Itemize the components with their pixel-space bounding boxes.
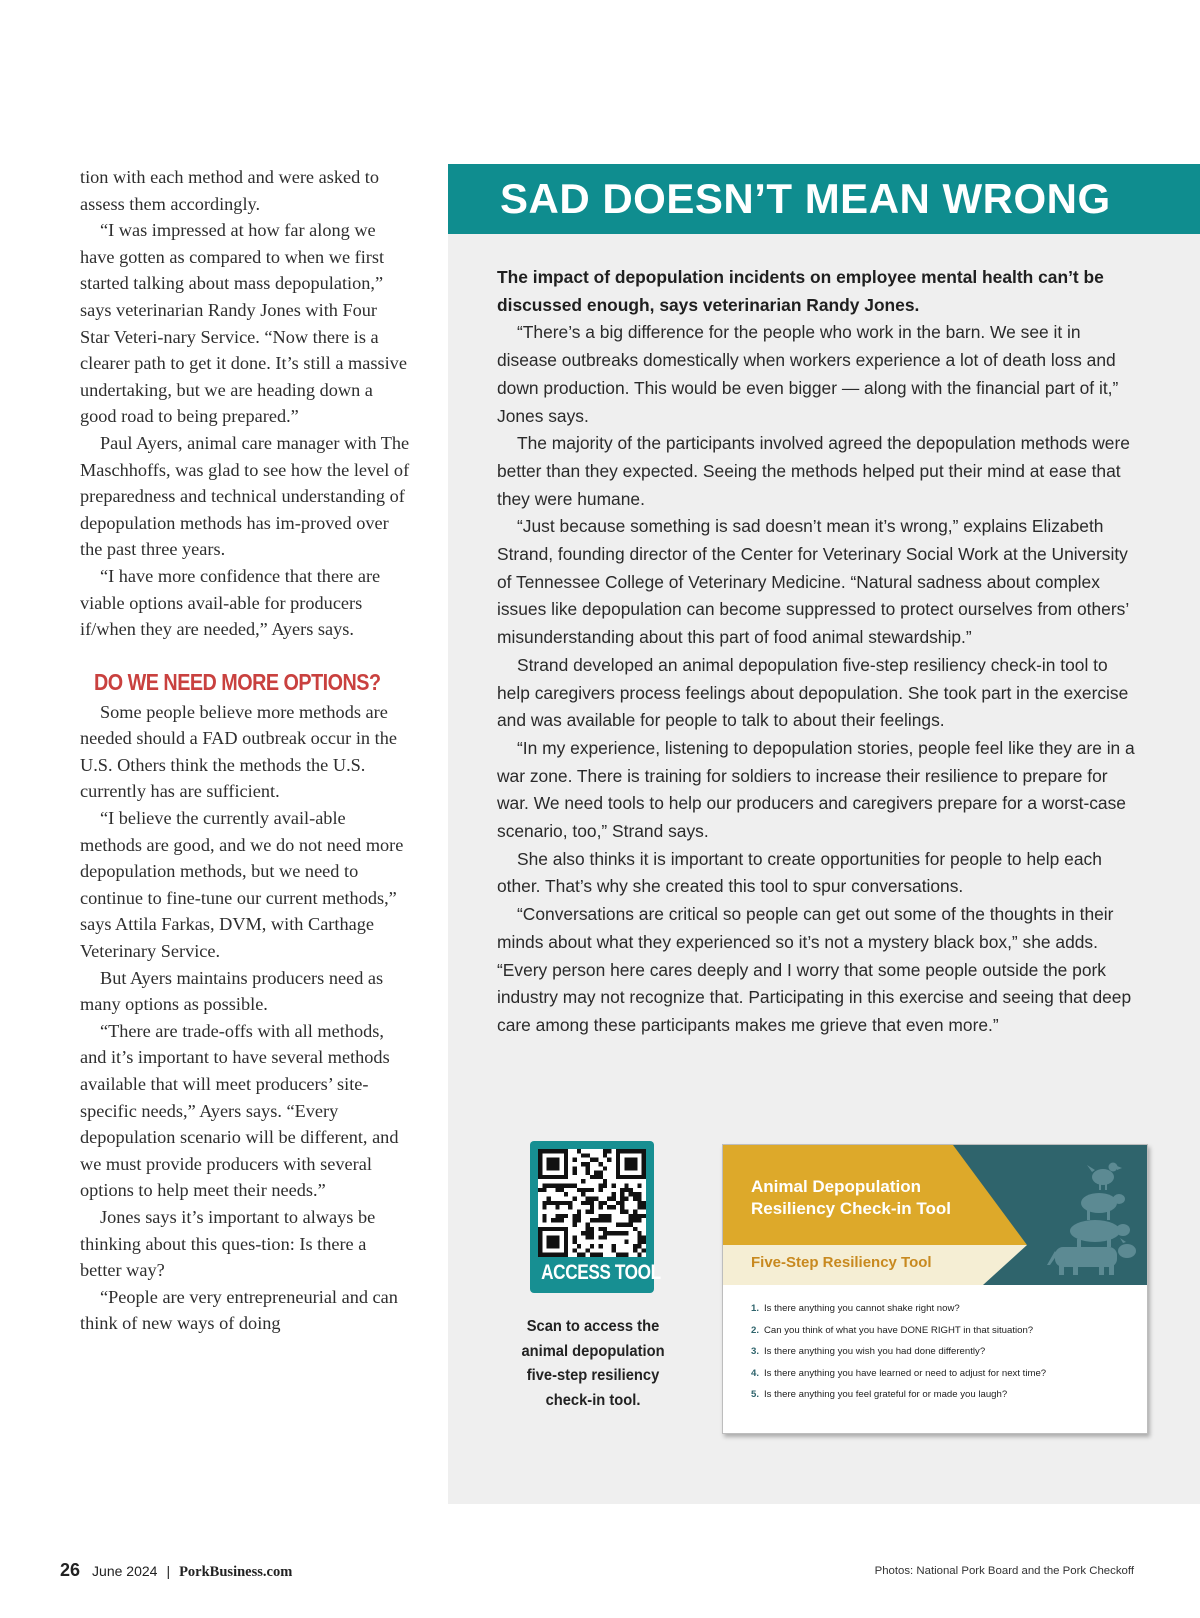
tool-card-subtitle: Five-Step Resiliency Tool	[751, 1254, 932, 1271]
question-number: 2.	[751, 1324, 760, 1336]
access-tool-label[interactable]: ACCESS TOOL	[541, 1261, 661, 1284]
question-number: 4.	[751, 1367, 760, 1379]
body-paragraph: “People are very entrepreneurial and can think of new ways of doing	[80, 1286, 398, 1334]
page-footer	[60, 1560, 292, 1581]
tool-card-title	[751, 1176, 981, 1220]
sidebar-paragraph: The majority of the participants involved agreed the depopulation methods were better than they expected. Seeing the methods helped put their mind at ease that they were humane.	[497, 433, 1130, 509]
question-text: Is there anything you wish you had done differently?	[764, 1346, 986, 1358]
stacked-animals-icon	[1043, 1157, 1143, 1275]
sidebar-paragraph: Strand developed an animal depopulation five-step resiliency check-in tool to help caregivers process feelings about depopulation. She took part in the exercise and was available for people to talk to about their feelings.	[497, 654, 1129, 731]
sidebar-paragraph: “Just because something is sad doesn’t mean it’s wrong,” explains Elizabeth Strand, founding director of the Center for Veterinary Social Work at the University of Tennessee College of Veterinary Medicine. “Natural sadness about complex issues like depopulation can become suppressed to protect ourselves from others’ misunderstanding about this part of food animal stewardship.”	[497, 516, 1129, 648]
body-paragraph: “I have more confidence that there are viable options avail-able for producers if/when they are needed,” Ayers says.	[80, 565, 381, 640]
question-text: Is there anything you have learned or need to adjust for next time?	[764, 1367, 1047, 1379]
question-text: Is there anything you cannot shake right now?	[764, 1303, 960, 1314]
qr-code[interactable]	[538, 1149, 646, 1257]
tool-question	[751, 1341, 1131, 1363]
sidebar-box	[448, 164, 1200, 1504]
sidebar-paragraph: “There’s a big difference for the people who work in the barn. We see it in disease outbreaks domestically when workers experience a lot of death loss and down production. This would be even bigger — along with the financial part of it,” Jones says.	[497, 322, 1119, 426]
sidebar-paragraph: “Conversations are critical so people can get out some of the thoughts in their minds about what they experienced so it’s not a mystery black box,” she adds. “Every person here cares deeply and I worry that some people outside the pork industry may not recognize that. Participating in this exercise and seeing that deep care among these participants makes me grieve that even more.”	[497, 904, 1132, 1035]
article-left-column	[80, 164, 410, 1337]
page-number: 26	[60, 1560, 81, 1580]
tool-question	[751, 1298, 1131, 1320]
tool-card-title-line: Animal Depopulation	[751, 1177, 921, 1196]
access-tool-badge[interactable]	[530, 1141, 661, 1293]
body-paragraph: Jones says it’s important to always be thinking about this ques-tion: Is there a better way?	[80, 1206, 376, 1281]
sidebar-paragraph: “In my experience, listening to depopulation stories, people feel like they are in a war zone. There is training for soldiers to increase their resilience to prepare for war. We need tools to help our producers and caregivers prepare for a worst-case scenario, too,” Strand says.	[497, 737, 1135, 842]
question-text: Is there anything you feel grateful for or made you laugh?	[764, 1389, 1008, 1401]
tool-question	[751, 1384, 1131, 1406]
issue-date: June 2024	[92, 1563, 158, 1579]
tool-question	[751, 1320, 1131, 1342]
qr-caption: Scan to access the animal depopulation five-step resiliency check-in tool.	[521, 1318, 665, 1409]
site-name: PorkBusiness.com	[179, 1564, 293, 1580]
qr-code-icon	[538, 1149, 646, 1257]
body-paragraph: “There are trade-offs with all methods, and it’s important to have several methods available that will meet producers’ site-specific needs,” Ayers says. “Every depopulation scenario will be different, and we must provide producers with several options to help meet their needs.”	[80, 1020, 399, 1201]
sidebar-header	[448, 164, 1200, 234]
question-number: 3.	[751, 1346, 760, 1358]
body-paragraph: “I believe the currently avail-able methods are good, and we do not need more depopulation methods, but we need to continue to fine-tune our current methods,” says Attila Farkas, DVM, with Carthage Veterinary Service.	[80, 808, 404, 962]
sidebar-paragraph: She also thinks it is important to create opportunities for people to help each other. That’s why she created this tool to spur conversations.	[497, 848, 1102, 897]
body-paragraph: “I was impressed at how far along we have gotten as compared to when we first started talking about mass depopulation,” says veterinarian Randy Jones with Four Star Veteri-nary Service. “Now there is a clearer path to get it done. It’s still a massive undertaking, but we are heading down a good road to being prepared.”	[80, 220, 407, 427]
question-text: Can you think of what you have DONE RIGHT in that situation?	[764, 1324, 1034, 1336]
question-number: 1.	[751, 1303, 760, 1314]
body-paragraph: Some people believe more methods are needed should a FAD outbreak occur in the U.S. Others think the methods the U.S. currently has are sufficient.	[80, 701, 397, 802]
resiliency-tool-card	[722, 1144, 1148, 1434]
tool-card-title-line: Resiliency Check-in Tool	[751, 1199, 951, 1218]
sidebar-lead: The impact of depopulation incidents on employee mental health can’t be discussed enough, says veterinarian Randy Jones.	[497, 267, 1104, 315]
footer-separator: |	[166, 1563, 171, 1579]
tool-question-list	[751, 1298, 1131, 1406]
section-heading: DO WE NEED MORE OPTIONS?	[94, 668, 381, 695]
photo-credit: Photos: National Pork Board and the Pork Checkoff	[874, 1565, 1134, 1577]
body-paragraph: tion with each method and were asked to assess them accordingly.	[80, 167, 380, 214]
sidebar-body	[497, 264, 1137, 1040]
question-number: 5.	[751, 1389, 760, 1401]
body-paragraph: But Ayers maintains producers need as many options as possible.	[80, 967, 384, 1015]
body-paragraph: Paul Ayers, animal care manager with The Maschhoffs, was glad to see how the level of preparedness and technical understanding of depopulation methods has im-proved over the past three years.	[80, 432, 410, 560]
sidebar-title: SAD DOESN’T MEAN WRONG	[500, 175, 1111, 222]
tool-question	[751, 1363, 1131, 1385]
